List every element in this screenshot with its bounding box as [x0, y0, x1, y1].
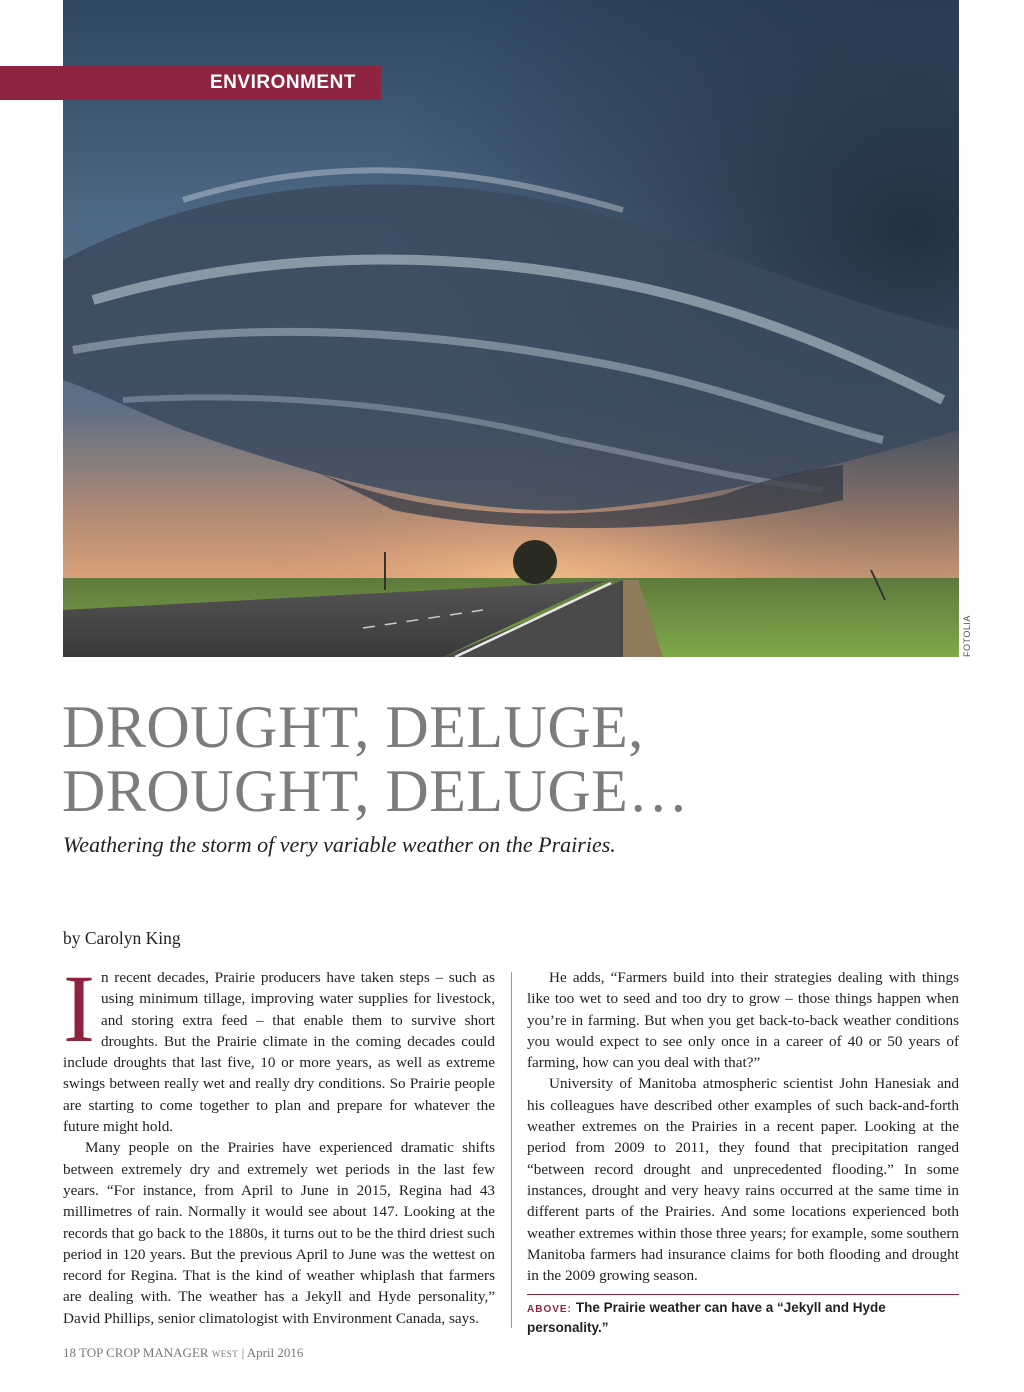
paragraph-3: He adds, “Farmers build into their strategies dealing with things like too wet to seed and too dry to grow – those things happen when you’re in farming. But when you get back-to-back weather conditions you would expect to see only once in a career of 40 or 50 years of farming, how can you deal with that?” [527, 969, 959, 1072]
column-divider [511, 972, 512, 1328]
page-footer [63, 1345, 303, 1361]
caption-text: The Prairie weather can have a “Jekyll and Hyde personality.” [527, 1300, 886, 1335]
page-number: 18 [63, 1345, 76, 1360]
paragraph-4: University of Manitoba atmospheric scientist John Hanesiak and his colleagues have described other examples of such back-and-forth weather extremes on the Prairies in a recent paper. Looking at the period from 2009 to 2011, they found that precipitation ranged “between record drought and unprecedented flooding.” In some instances, drought and very heavy rains occurred at the same time in different parts of the Prairies. And some locations experienced both weather extremes within those three years; for example, some southern Manitoba farmers had insurance claims for both flooding and drought in the 2009 growing season. [527, 1075, 959, 1285]
publication-edition: WEST [211, 1349, 239, 1359]
body-column-right [527, 967, 959, 1286]
body-column-left [63, 955, 495, 1329]
paragraph-1-text: n recent decades, Prairie producers have taken steps – such as using minimum tillage, improving water supplies for livestock, and storing extra feed – that enable them to survive short droughts. But the Prairie climate in the coming decades could include droughts that last five, 10 or more years, as well as extreme swings between really wet and really dry conditions. So Prairie people are starting to come together to plan and prepare for whatever the future might hold. [63, 969, 495, 1136]
section-label: ENVIRONMENT [0, 66, 381, 100]
caption-lead: ABOVE: [527, 1304, 572, 1315]
footer-separator: | [241, 1345, 245, 1360]
photo-credit: FOTOLIA [962, 615, 972, 657]
paragraph-2: Many people on the Prairies have experienced dramatic shifts between extremely dry and extremely wet periods in the last few years. “For instance, from April to June in 2015, Regina had 43 millimetres of rain. Normally it would see about 147. Looking at the records that go back to the 1880s, it turns out to be the third driest such period in 120 years. But the previous April to June was the wettest on record for Regina. That is the kind of weather whiplash that farmers are dealing with. The weather has a Jekyll and Hyde personality,” David Phillips, senior climatologist with Environment Canada, says. [63, 1139, 495, 1327]
byline: by Carolyn King [63, 928, 181, 948]
drop-cap: I [63, 955, 95, 1062]
caption-divider [527, 1294, 959, 1295]
paragraph-1 [63, 955, 495, 1137]
deck: Weathering the storm of very variable weather on the Prairies. [63, 832, 616, 857]
issue-date: April 2016 [246, 1345, 304, 1360]
photo-caption [527, 1299, 959, 1337]
headline-line-1: DROUGHT, DELUGE, [62, 694, 644, 760]
publication-name: TOP CROP MANAGER [79, 1345, 209, 1360]
headline [62, 695, 962, 823]
headline-line-2: DROUGHT, DELUGE… [62, 758, 689, 824]
